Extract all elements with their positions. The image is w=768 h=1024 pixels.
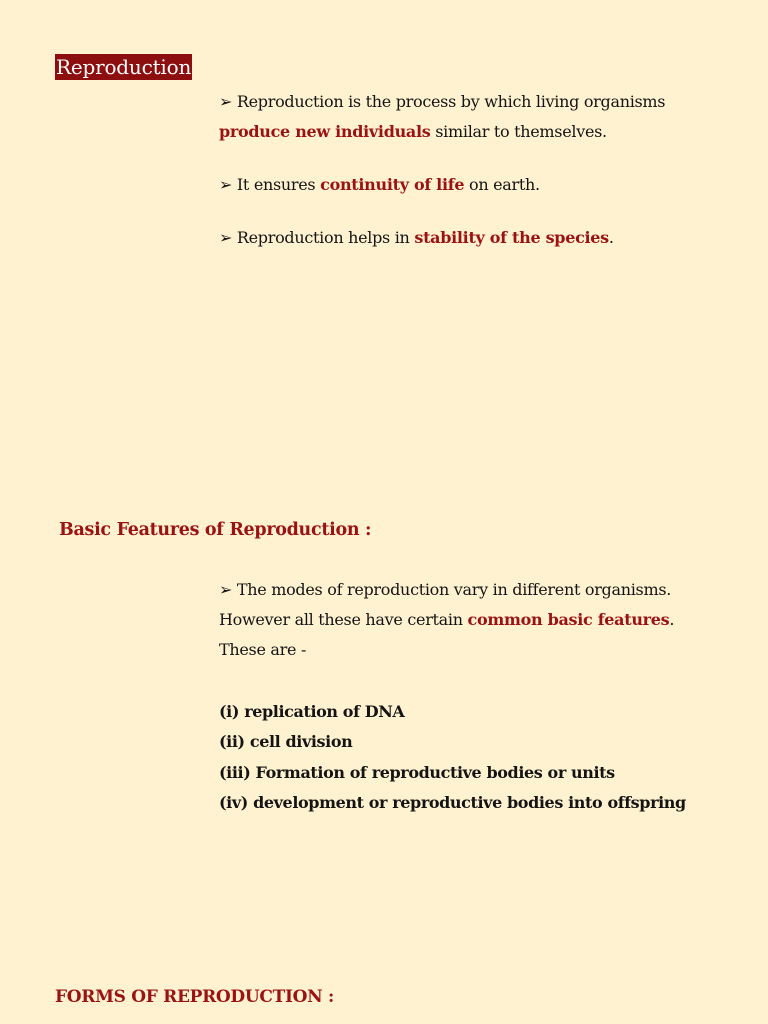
text: ➢ It ensures xyxy=(219,175,321,194)
text-line: These are - xyxy=(219,640,307,659)
list-item: (iii) Formation of reproductive bodies or units xyxy=(219,762,615,782)
intro-paragraph-2 xyxy=(219,170,540,200)
text: on earth. xyxy=(464,175,540,194)
intro-paragraph-3 xyxy=(219,223,614,253)
text: However all these have certain xyxy=(219,610,468,629)
text-line xyxy=(219,605,674,635)
text-line: ➢ The modes of reproduction vary in different organisms. xyxy=(219,580,672,599)
highlight-text: produce new individuals xyxy=(219,122,431,141)
basic-features-paragraph xyxy=(219,575,674,665)
text: . xyxy=(608,228,614,247)
section-heading-forms: FORMS OF REPRODUCTION : xyxy=(55,987,334,1007)
highlight-text: stability of the species xyxy=(414,228,609,247)
highlight-text: continuity of life xyxy=(320,175,465,194)
intro-line xyxy=(219,117,665,147)
highlight-text: common basic features xyxy=(467,610,670,629)
intro-line: ➢ Reproduction is the process by which living organisms xyxy=(219,92,666,111)
intro-paragraph-1 xyxy=(219,87,665,147)
text: ➢ Reproduction helps in xyxy=(219,228,415,247)
list-item: (ii) cell division xyxy=(219,732,353,752)
list-item: (i) replication of DNA xyxy=(219,702,405,721)
features-list xyxy=(219,697,686,818)
page-title: Reproduction xyxy=(56,55,192,79)
text: . xyxy=(669,610,675,629)
list-item: (iv) development or reproductive bodies into offspring xyxy=(219,792,686,812)
section-heading-basic-features: Basic Features of Reproduction : xyxy=(59,520,372,540)
text: similar to themselves. xyxy=(430,122,607,141)
